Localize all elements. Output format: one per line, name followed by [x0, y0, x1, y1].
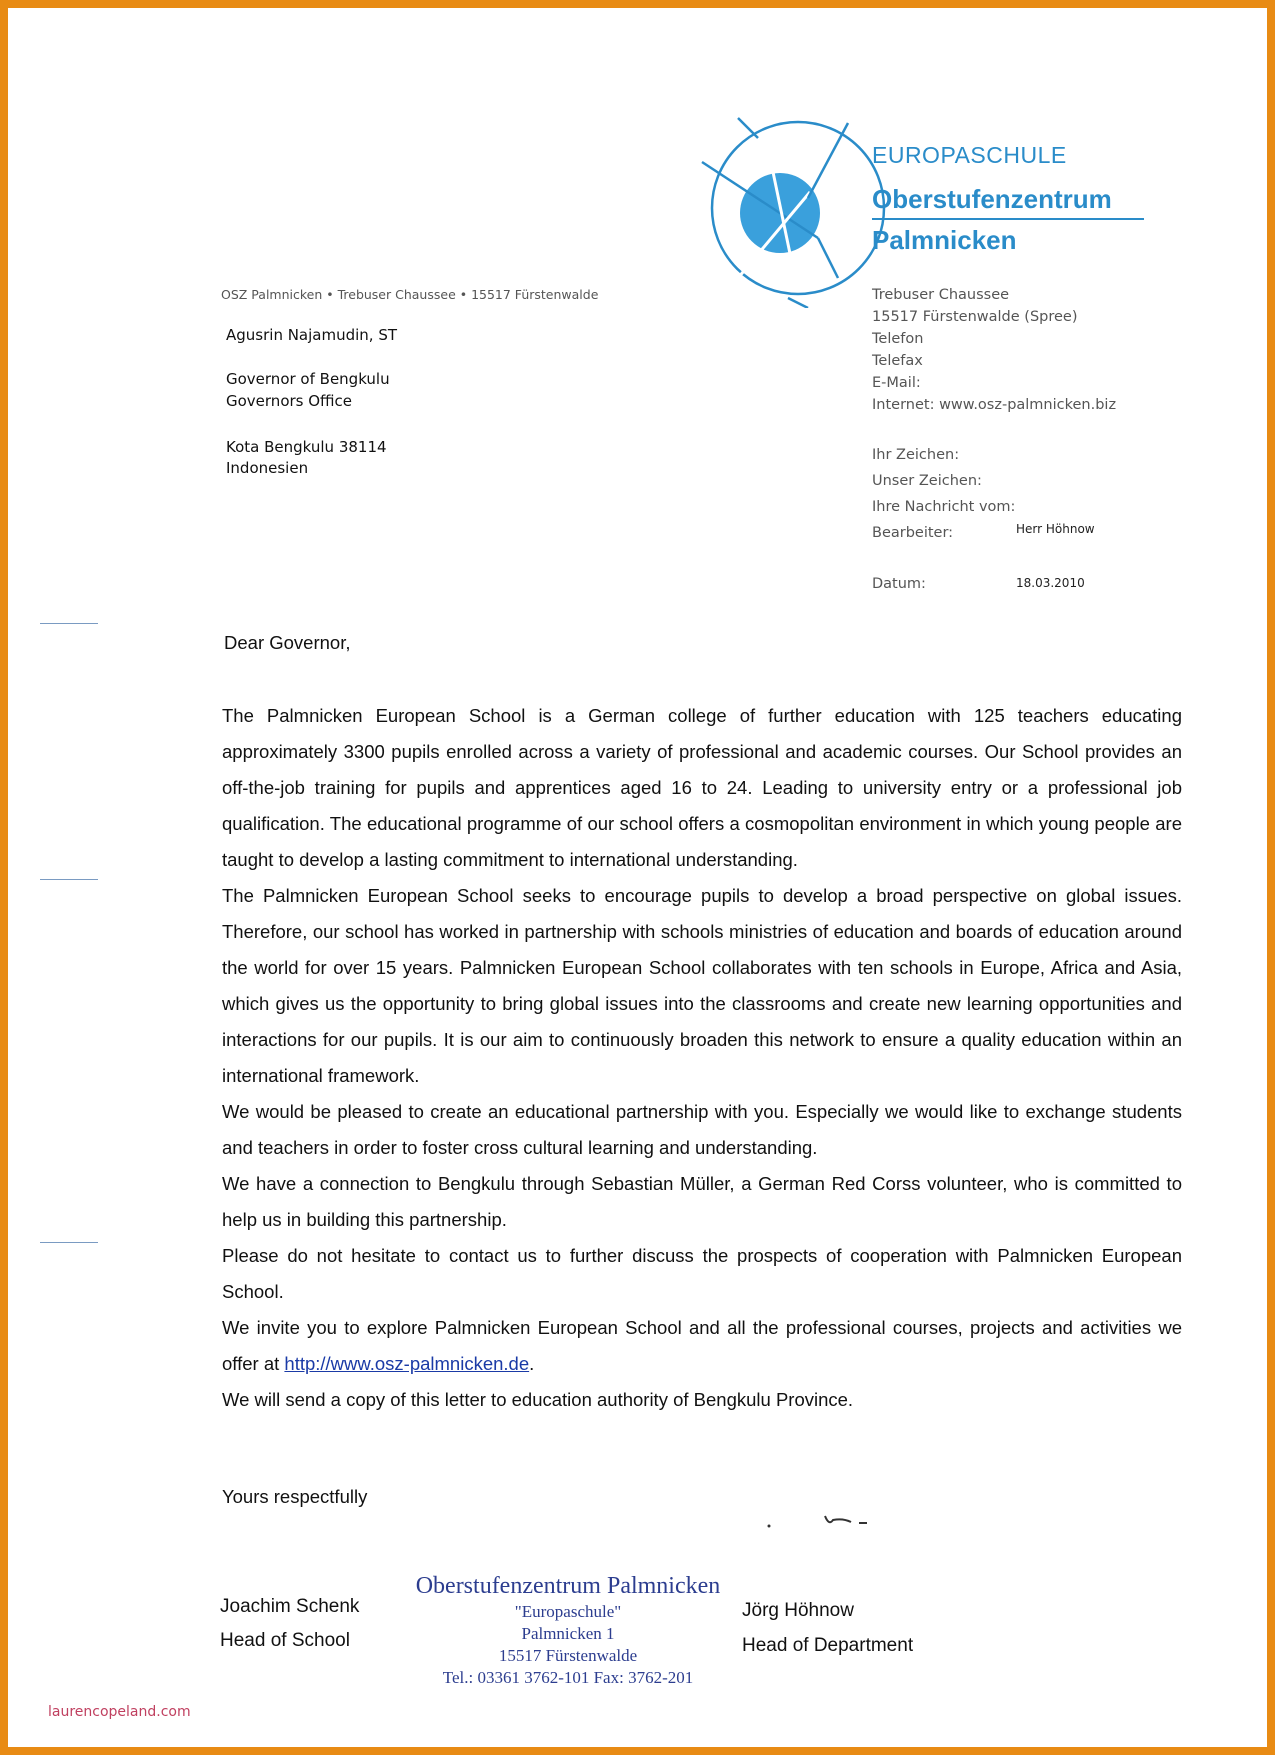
- logo-oberstufenzentrum: Oberstufenzentrum: [872, 184, 1112, 214]
- logo-palmnicken: Palmnicken: [872, 225, 1017, 255]
- watermark: laurencopeland.com: [48, 1704, 191, 1720]
- stamp-line: "Europaschule": [514, 1602, 622, 1621]
- sender-city: 15517 Fürstenwalde (Spree): [872, 309, 1078, 325]
- stamp-line: Oberstufenzentrum Palmnicken: [415, 1573, 721, 1599]
- left-signatory-role: Head of School: [220, 1630, 350, 1651]
- recipient-office: Governors Office: [226, 392, 353, 410]
- body-paragraph: We have a connection to Bengkulu through Sebastian Müller, a German Red Corss volunteer, who is committed to help us in building this partnership.: [222, 1173, 1182, 1230]
- school-stamp: [388, 1571, 748, 1689]
- stamp-line: Palmnicken 1: [521, 1624, 615, 1643]
- signature-icon: [763, 1508, 873, 1538]
- sender-street: Trebuser Chaussee: [872, 287, 1010, 303]
- sender-internet: Internet: www.osz-palmnicken.biz: [872, 397, 1117, 413]
- date-value: 18.03.2010: [1016, 576, 1085, 590]
- closing: Yours respectfully: [222, 1486, 368, 1507]
- stamp-line: 15517 Fürstenwalde: [498, 1646, 638, 1665]
- your-msg-label: Ihre Nachricht vom:: [872, 499, 1016, 515]
- handler-value: Herr Höhnow: [1016, 522, 1095, 536]
- body-paragraph: The Palmnicken European School is a German college of further education with 125 teachers educating approximately 3300 pupils enrolled across a variety of professional and academic courses. Our School provides an off-the-job training for pupils and apprentices aged 16 to 24. Leading to university entry or a professional job qualification. The educational programme of our school offers a cosmopolitan environment in which young people are taught to develop a lasting commitment to international understanding.: [222, 705, 1182, 870]
- logo-underline: [872, 218, 1144, 220]
- fold-mark: [40, 1242, 98, 1243]
- body-paragraph: We would be pleased to create an educational partnership with you. Especially we would like to exchange students and teachers in order to foster cross cultural learning and understanding.: [222, 1101, 1182, 1158]
- fold-mark: [40, 623, 98, 624]
- body-paragraph: [222, 1310, 1182, 1382]
- our-ref-label: Unser Zeichen:: [872, 473, 982, 489]
- salutation: Dear Governor,: [224, 632, 351, 653]
- handler-label: Bearbeiter:: [872, 525, 954, 541]
- sender-email-label: E-Mail:: [872, 375, 921, 391]
- website-link[interactable]: http://www.osz-palmnicken.de: [284, 1353, 530, 1374]
- sender-fax-label: Telefax: [872, 353, 923, 369]
- your-ref-label: Ihr Zeichen:: [872, 447, 960, 463]
- body-text-span: We invite you to explore Palmnicken European School and all the professional courses, projects and activities we offer at: [222, 1317, 1182, 1374]
- logo-europaschule: EUROPASCHULE: [872, 142, 1067, 168]
- body-paragraph: The Palmnicken European School seeks to encourage pupils to develop a broad perspective on global issues. Therefore, our school has worked in partnership with schools ministries of education and boards of education around the world for over 15 years. Palmnicken European School collaborates with ten schools in Europe, Africa and Asia, which gives us the opportunity to bring global issues into the classrooms and create new learning opportunities and interactions for our pupils. It is our aim to continuously broaden this network to ensure a quality education within an international framework.: [222, 885, 1182, 1086]
- recipient-title: Governor of Bengkulu: [226, 370, 390, 388]
- recipient-city: Kota Bengkulu 38114: [226, 438, 387, 456]
- sender-phone-label: Telefon: [872, 331, 924, 347]
- letter-body: [222, 698, 1182, 1418]
- left-signatory-name: Joachim Schenk: [220, 1596, 360, 1617]
- recipient-country: Indonesien: [226, 459, 309, 477]
- body-text-span: .: [529, 1353, 535, 1374]
- return-address: OSZ Palmnicken • Trebuser Chaussee • 15517 Fürstenwalde: [221, 287, 599, 302]
- recipient-name: Agusrin Najamudin, ST: [226, 326, 398, 344]
- body-paragraph: Please do not hesitate to contact us to further discuss the prospects of cooperation with Palmnicken European School.: [222, 1245, 1182, 1302]
- right-signatory-name: Jörg Höhnow: [742, 1600, 854, 1621]
- date-label: Datum:: [872, 576, 926, 592]
- body-paragraph: We will send a copy of this letter to education authority of Bengkulu Province.: [222, 1389, 854, 1410]
- stamp-line: Tel.: 03361 3762-101 Fax: 3762-201: [442, 1668, 694, 1687]
- right-signatory-role: Head of Department: [742, 1635, 914, 1656]
- fold-mark: [40, 879, 98, 880]
